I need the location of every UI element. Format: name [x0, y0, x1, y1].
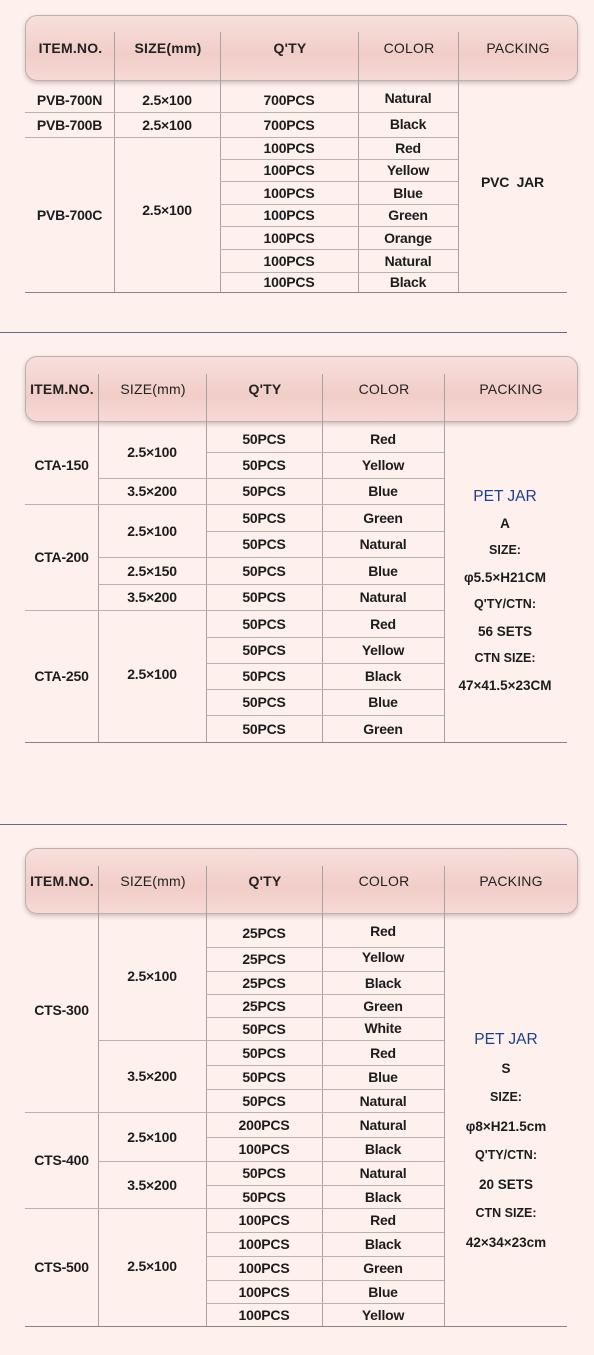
color-cell: Natural: [359, 1116, 407, 1133]
header-qty: Q'TY: [248, 381, 282, 397]
color-cell: Red: [370, 922, 396, 939]
qty-cell: 50PCS: [242, 1044, 286, 1061]
qty-cell: 100PCS: [238, 1260, 290, 1276]
packing-ctn-value: 42×34×23cm: [465, 1235, 547, 1250]
packing-title: PET JAR: [474, 1031, 538, 1048]
column-divider: [458, 32, 459, 292]
packing-qty-label: Q'TY/CTN:: [475, 1148, 537, 1162]
color-cell: Green: [388, 207, 428, 223]
qty-cell: 50PCS: [242, 431, 286, 447]
header-packing: PACKING: [479, 873, 543, 889]
header-size: SIZE(mm): [120, 381, 186, 397]
header-size: SIZE(mm): [120, 873, 186, 889]
color-cell: Red: [370, 1044, 396, 1061]
item-no: CTS-500: [34, 1259, 89, 1275]
qty-cell: 50PCS: [242, 536, 286, 552]
size-cell: 2.5×100: [127, 1258, 177, 1274]
color-cell: Yellow: [386, 162, 430, 178]
packing-model: S: [501, 1061, 511, 1076]
size-cell: 3.5×200: [127, 483, 177, 499]
color-cell: Black: [364, 974, 402, 991]
color-cell: Yellow: [361, 642, 405, 658]
color-cell: Black: [364, 1236, 402, 1252]
qty-cell: 25PCS: [242, 974, 286, 991]
header-packing: PACKING: [486, 40, 550, 56]
qty-cell: 50PCS: [242, 1165, 286, 1181]
packing-info: [444, 483, 566, 699]
packing-ctn-value: 47×41.5×23CM: [458, 678, 552, 693]
packing-model: A: [500, 516, 510, 531]
color-cell: Blue: [368, 562, 398, 579]
item-no: CTA-200: [34, 549, 89, 565]
section-divider: [0, 332, 567, 333]
qty-cell: 100PCS: [238, 1236, 290, 1252]
size-cell: 2.5×100: [142, 91, 192, 108]
packing-size-label: SIZE:: [489, 543, 521, 557]
qty-cell: 100PCS: [263, 274, 315, 290]
size-cell: 2.5×100: [127, 1128, 177, 1145]
qty-cell: 50PCS: [242, 1188, 286, 1205]
header-color: COLOR: [358, 873, 410, 889]
size-cell: 2.5×100: [127, 666, 177, 682]
packing-info: [444, 1025, 568, 1257]
qty-cell: 25PCS: [242, 997, 286, 1014]
qty-cell: 100PCS: [238, 1141, 290, 1157]
qty-cell: 100PCS: [263, 162, 315, 178]
header-item-no: ITEM.NO.: [38, 40, 103, 56]
qty-cell: 700PCS: [263, 116, 315, 133]
color-cell: Black: [389, 274, 427, 290]
item-no: CTA-150: [34, 457, 89, 473]
table-pvb-700: [0, 0, 594, 330]
color-cell: Green: [363, 509, 403, 526]
qty-cell: 100PCS: [238, 1283, 290, 1300]
qty-cell: 50PCS: [242, 615, 286, 632]
size-cell: 2.5×100: [127, 444, 177, 460]
qty-cell: 100PCS: [238, 1306, 290, 1323]
qty-cell: 25PCS: [242, 951, 286, 967]
section-divider: [0, 824, 567, 825]
qty-cell: 50PCS: [242, 1020, 286, 1037]
table-cts: [0, 832, 594, 1332]
header-packing: PACKING: [479, 381, 543, 397]
color-cell: Natural: [359, 589, 407, 605]
header-qty: Q'TY: [273, 40, 307, 56]
table-bottom-border: [25, 742, 567, 743]
qty-cell: 50PCS: [242, 668, 286, 684]
header-size: SIZE(mm): [134, 40, 202, 56]
color-cell: Black: [364, 1188, 402, 1205]
color-cell: Black: [364, 1141, 402, 1157]
qty-cell: 100PCS: [238, 1212, 290, 1228]
color-cell: Natural: [384, 252, 432, 269]
color-cell: White: [364, 1019, 402, 1036]
qty-cell: 50PCS: [242, 1069, 286, 1085]
item-no: PVB-700C: [36, 206, 103, 223]
header-item-no: ITEM.NO.: [30, 381, 94, 397]
qty-cell: 50PCS: [242, 589, 286, 605]
header-item-no: ITEM.NO.: [30, 873, 94, 889]
qty-cell: 100PCS: [263, 229, 315, 246]
item-no: PVB-700B: [36, 116, 103, 133]
table-bottom-border: [25, 292, 567, 293]
packing-qty-label: Q'TY/CTN:: [474, 597, 536, 611]
qty-cell: 200PCS: [238, 1116, 290, 1133]
item-no: CTS-300: [34, 1002, 89, 1018]
table-header: [25, 848, 578, 914]
color-cell: Yellow: [361, 457, 405, 473]
header-qty: Q'TY: [248, 873, 282, 889]
color-cell: Blue: [393, 184, 423, 201]
item-no: PVB-700N: [36, 91, 103, 108]
table-header: [25, 356, 578, 422]
qty-cell: 50PCS: [242, 694, 286, 710]
size-cell: 3.5×200: [127, 1176, 177, 1193]
color-cell: Red: [395, 140, 421, 156]
color-cell: Green: [363, 997, 403, 1014]
packing-size-value: φ5.5×H21CM: [463, 570, 547, 585]
qty-cell: 50PCS: [242, 1092, 286, 1109]
color-cell: Blue: [368, 1283, 398, 1300]
packing-cell: PVC JAR: [481, 174, 544, 190]
color-cell: Yellow: [361, 1306, 405, 1323]
qty-cell: 50PCS: [242, 562, 286, 579]
color-cell: Green: [363, 720, 403, 737]
qty-cell: 50PCS: [242, 483, 286, 499]
color-cell: Black: [364, 668, 402, 684]
packing-size-value: φ8×H21.5cm: [465, 1119, 547, 1134]
size-cell: 2.5×100: [127, 968, 177, 984]
packing-ctn-label: CTN SIZE:: [475, 1206, 537, 1220]
qty-cell: 25PCS: [242, 924, 286, 941]
packing-ctn-label: CTN SIZE:: [474, 651, 536, 665]
packing-size-label: SIZE:: [490, 1090, 522, 1104]
qty-cell: 100PCS: [263, 207, 315, 223]
color-cell: Green: [363, 1260, 403, 1276]
color-cell: Red: [370, 615, 396, 632]
table-cta: [0, 340, 594, 760]
size-cell: 2.5×100: [142, 116, 192, 133]
qty-cell: 100PCS: [263, 140, 315, 156]
size-cell: 2.5×100: [127, 522, 177, 539]
packing-title: PET JAR: [473, 488, 537, 505]
table-header: [25, 15, 578, 81]
qty-cell: 50PCS: [242, 509, 286, 526]
qty-cell: 50PCS: [242, 642, 286, 658]
packing-qty-value: 56 SETS: [477, 624, 533, 639]
qty-cell: 50PCS: [242, 720, 286, 737]
qty-cell: 100PCS: [263, 184, 315, 201]
color-cell: Natural: [384, 89, 432, 106]
header-color: COLOR: [383, 40, 435, 56]
color-cell: Black: [389, 115, 427, 132]
table-bottom-border: [25, 1326, 567, 1327]
color-cell: Red: [370, 431, 396, 447]
qty-cell: 700PCS: [263, 91, 315, 108]
size-cell: 3.5×200: [127, 589, 177, 605]
color-cell: Yellow: [361, 949, 405, 965]
color-cell: Natural: [359, 1165, 407, 1181]
packing-qty-value: 20 SETS: [478, 1177, 534, 1192]
size-cell: 2.5×100: [142, 201, 192, 218]
color-cell: Blue: [368, 1069, 398, 1085]
item-no: CTA-250: [34, 668, 89, 684]
qty-cell: 50PCS: [242, 457, 286, 473]
color-cell: Natural: [359, 1092, 407, 1109]
qty-cell: 100PCS: [263, 252, 315, 269]
color-cell: Blue: [368, 694, 398, 710]
header-color: COLOR: [358, 381, 410, 397]
color-cell: Natural: [359, 536, 407, 552]
item-no: CTS-400: [34, 1152, 89, 1168]
size-cell: 3.5×200: [127, 1068, 177, 1084]
color-cell: Orange: [384, 229, 432, 246]
color-cell: Blue: [368, 483, 398, 499]
size-cell: 2.5×150: [127, 562, 177, 579]
color-cell: Red: [370, 1212, 396, 1228]
